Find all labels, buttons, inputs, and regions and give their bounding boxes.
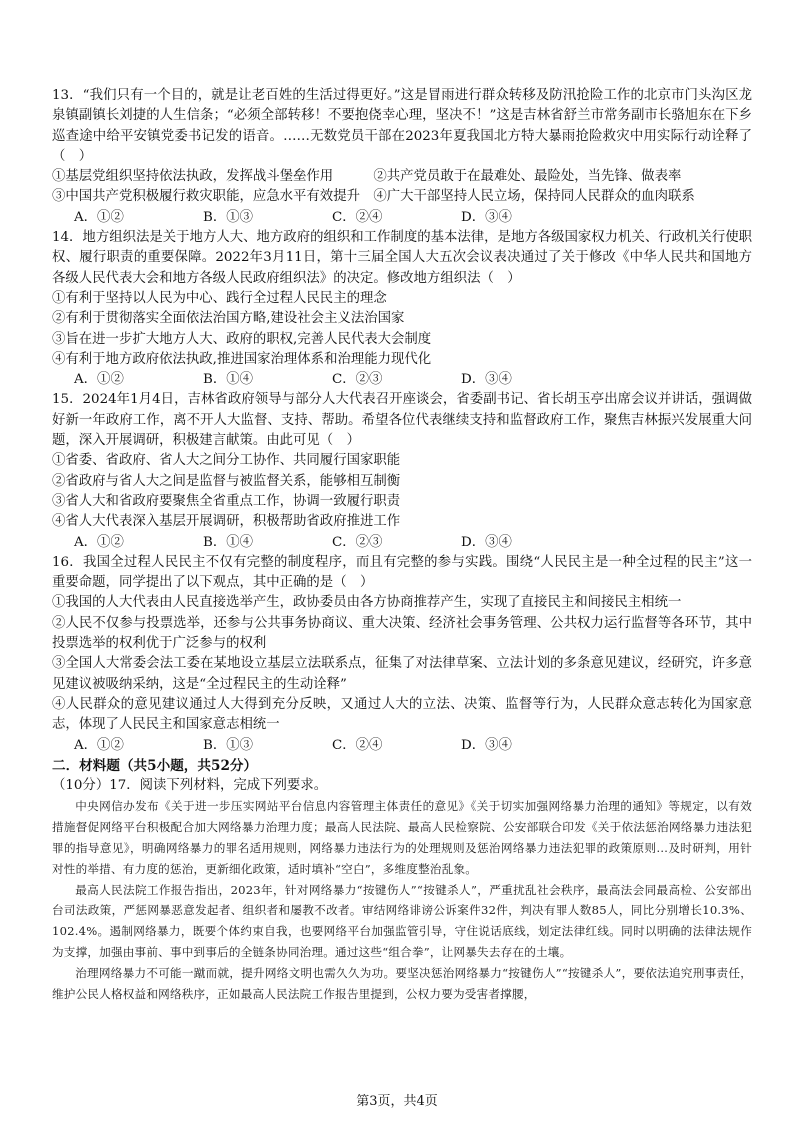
choice-d: D．③④ — [461, 372, 512, 388]
question-15-option-2: ②省政府与省人大之间是监督与被监督关系，能够相互制衡 — [52, 473, 401, 489]
question-16-stem: 16．我国全过程人民民主不仅有完整的制度程序，而且有完整的参与实践。围绕“人民民主是一种全过程的民主”这一重要命题，同学提出了以下观点，其中正确的是（ ） — [52, 554, 752, 591]
question-16-option-1: ①我国的人大代表由人民直接选举产生，政协委员由各方协商推荐产生，实现了直接民主和间接民主相统一 — [52, 595, 682, 611]
material-paragraph: 治理网络暴力不可能一蹴而就，提升网络文明也需久久为功。要坚决惩治网络暴力“按键伤人”“按键杀人”，要依法追究刑事责任，维护公民人格权益和网络秩序，正如最高人民法院工作报告里提到，公权力要为受害者撑腰， — [52, 965, 752, 1001]
question-15-option-3: ③省人大和省政府要聚焦全省重点工作，协调一致履行职责 — [52, 493, 401, 509]
choice-a: A．①② — [74, 209, 124, 225]
question-15-stem: 15．2024年1月4日，吉林省政府领导与部分人大代表召开座谈会，省委副书记、省长胡玉亭出席会议并讲话，强调做好新一年政府工作，离不开人大监督、支持、帮助。希望各位代表继续支持和监督政府工作，聚焦吉林振兴发展重大问题，深入开展调研，积极建言献策。由此可见（ ） — [52, 392, 752, 449]
question-15-choices — [52, 533, 752, 553]
question-13-options-row2: ③中国共产党积极履行救灾职能，应急水平有效提升 ④广大干部坚持人民立场，保持同人民群众的血肉联系 — [52, 189, 695, 205]
question-14-option-2: ②有利于贯彻落实全面依法治国方略,建设社会主义法治国家 — [52, 311, 405, 327]
question-13 — [52, 86, 752, 228]
choice-a: A．①② — [74, 737, 124, 753]
choice-b: B．①④ — [203, 372, 254, 388]
choice-b: B．①③ — [203, 737, 254, 753]
choice-d: D．③④ — [461, 534, 512, 550]
question-15-option-1: ①省委、省政府、省人大之间分工协作、共同履行国家职能 — [52, 453, 401, 469]
material-paragraph: 中央网信办发布《关于进一步压实网站平台信息内容管理主体责任的意见》《关于切实加强网络暴力治理的通知》等规定，以有效措施督促网络平台积极配合加大网络暴力治理力度；最高人民法院、最高人民检察院、公安部联合印发《关于依法惩治网络暴力违法犯罪的指导意见》，明确网络暴力的罪名适用规则，网络暴力违法行为的处理规则及惩治网络暴力违法犯罪的政策原则…及时研判，用针对性的举措、有力度的惩治，更新细化政策，适时填补“空白”，多维度整治乱象。 — [52, 799, 752, 876]
question-15 — [52, 390, 752, 552]
page-number-footer: 第3页，共4页 — [356, 1094, 438, 1109]
choice-a: A．①② — [74, 534, 124, 550]
question-13-choices — [52, 208, 752, 228]
choice-b: B．①④ — [203, 534, 254, 550]
question-17-head: （10分）17．阅读下列材料，完成下列要求。 — [52, 778, 328, 794]
question-16-option-2: ②人民不仅参与投票选举，还参与公共事务协商议、重大决策、经济社会事务管理、公共权力运行监督等各环节，其中投票选举的权利优于广泛参与的权利 — [52, 615, 752, 652]
question-16-option-4: ④人民群众的意见建议通过人大得到充分反映，又通过人大的立法、决策、监督等行为，人民群众意志转化为国家意志，体现了人民民主和国家意志相统一 — [52, 696, 752, 733]
question-13-stem: 13．“我们只有一个目的，就是让老百姓的生活过得更好。”这是冒雨进行群众转移及防汛抢险工作的北京市门头沟区龙泉镇副镇长刘捷的人生信条；“必须全部转移！不要抱侥幸心理，坚决不！”这是吉林省舒兰市常务副市长骆旭东在下乡巡查途中给平安镇党委书记发的语音。……无数党员干部在2023年夏我国北方特大暴雨抢险救灾中用实际行动诠释了（ ） — [52, 88, 752, 164]
choice-a: A．①② — [74, 372, 124, 388]
question-14-option-4: ④有利于地方政府依法执政,推进国家治理体系和治理能力现代化 — [52, 351, 432, 367]
choice-c: C．②③ — [332, 534, 383, 550]
choice-b: B．①③ — [203, 209, 254, 225]
question-14-stem: 14．地方组织法是关于地方人大、地方政府的组织和工作制度的基本法律，是地方各级国家权力机关、行政机关行使职权、履行职责的重要保障。2022年3月11日，第十三届全国人大五次会议表决通过了关于修改《中华人民共和国地方各级人民代表大会和地方各级人民政府组织法》的决定。修改地方组织法（ ） — [52, 230, 752, 286]
exam-page-body — [52, 86, 752, 1004]
question-16-choices — [52, 736, 752, 756]
choice-c: C．②③ — [332, 372, 383, 388]
question-14-choices — [52, 370, 752, 390]
choice-c: C．②④ — [332, 209, 383, 225]
choice-c: C．②④ — [332, 737, 383, 753]
question-16 — [52, 553, 752, 756]
question-16-option-3: ③全国人大常委会法工委在某地设立基层立法联系点，征集了对法律草案、立法计划的多条意见建议，经研究，许多意见建议被吸纳采纳，这是“全过程民主的生动诠释” — [52, 656, 752, 692]
question-14-option-3: ③旨在进一步扩大地方人大、政府的职权,完善人民代表大会制度 — [52, 331, 432, 347]
question-14 — [52, 228, 752, 390]
section-material-questions — [52, 756, 752, 1005]
question-15-option-4: ④省人大代表深入基层开展调研，积极帮助省政府推进工作 — [52, 514, 401, 530]
choice-d: D．③④ — [461, 209, 512, 225]
material-paragraph: 最高人民法院工作报告指出，2023年，针对网络暴力“按键伤人”“按键杀人”，严重扰乱社会秩序，最高法会同最高检、公安部出台司法政策，严惩网暴恶意发起者、组织者和屡教不改者。审结网络诽谤公诉案件32件，判决有罪人数85人，同比分别增长10.3%、102.4%。遏制网络暴力，既要个体约束自我，也要网络平台加强监管引导，守住说话底线，划定法律红线。同时以明确的法律法规作为支撑，加强由事前、事中到事后的全链条协同治理。通过这些“组合拳”，让网暴失去存在的土壤。 — [52, 882, 752, 959]
section-title: 二．材料题（共5小题，共52分） — [52, 757, 258, 774]
question-13-options-row1: ①基层党组织坚持依法执政，发挥战斗堡垒作用 ②共产党员敢于在最难处、最险处，当先锋、做表率 — [52, 169, 682, 185]
choice-d: D．③④ — [461, 737, 512, 753]
question-14-option-1: ①有利于坚持以人民为中心、践行全过程人民民主的理念 — [52, 290, 387, 306]
